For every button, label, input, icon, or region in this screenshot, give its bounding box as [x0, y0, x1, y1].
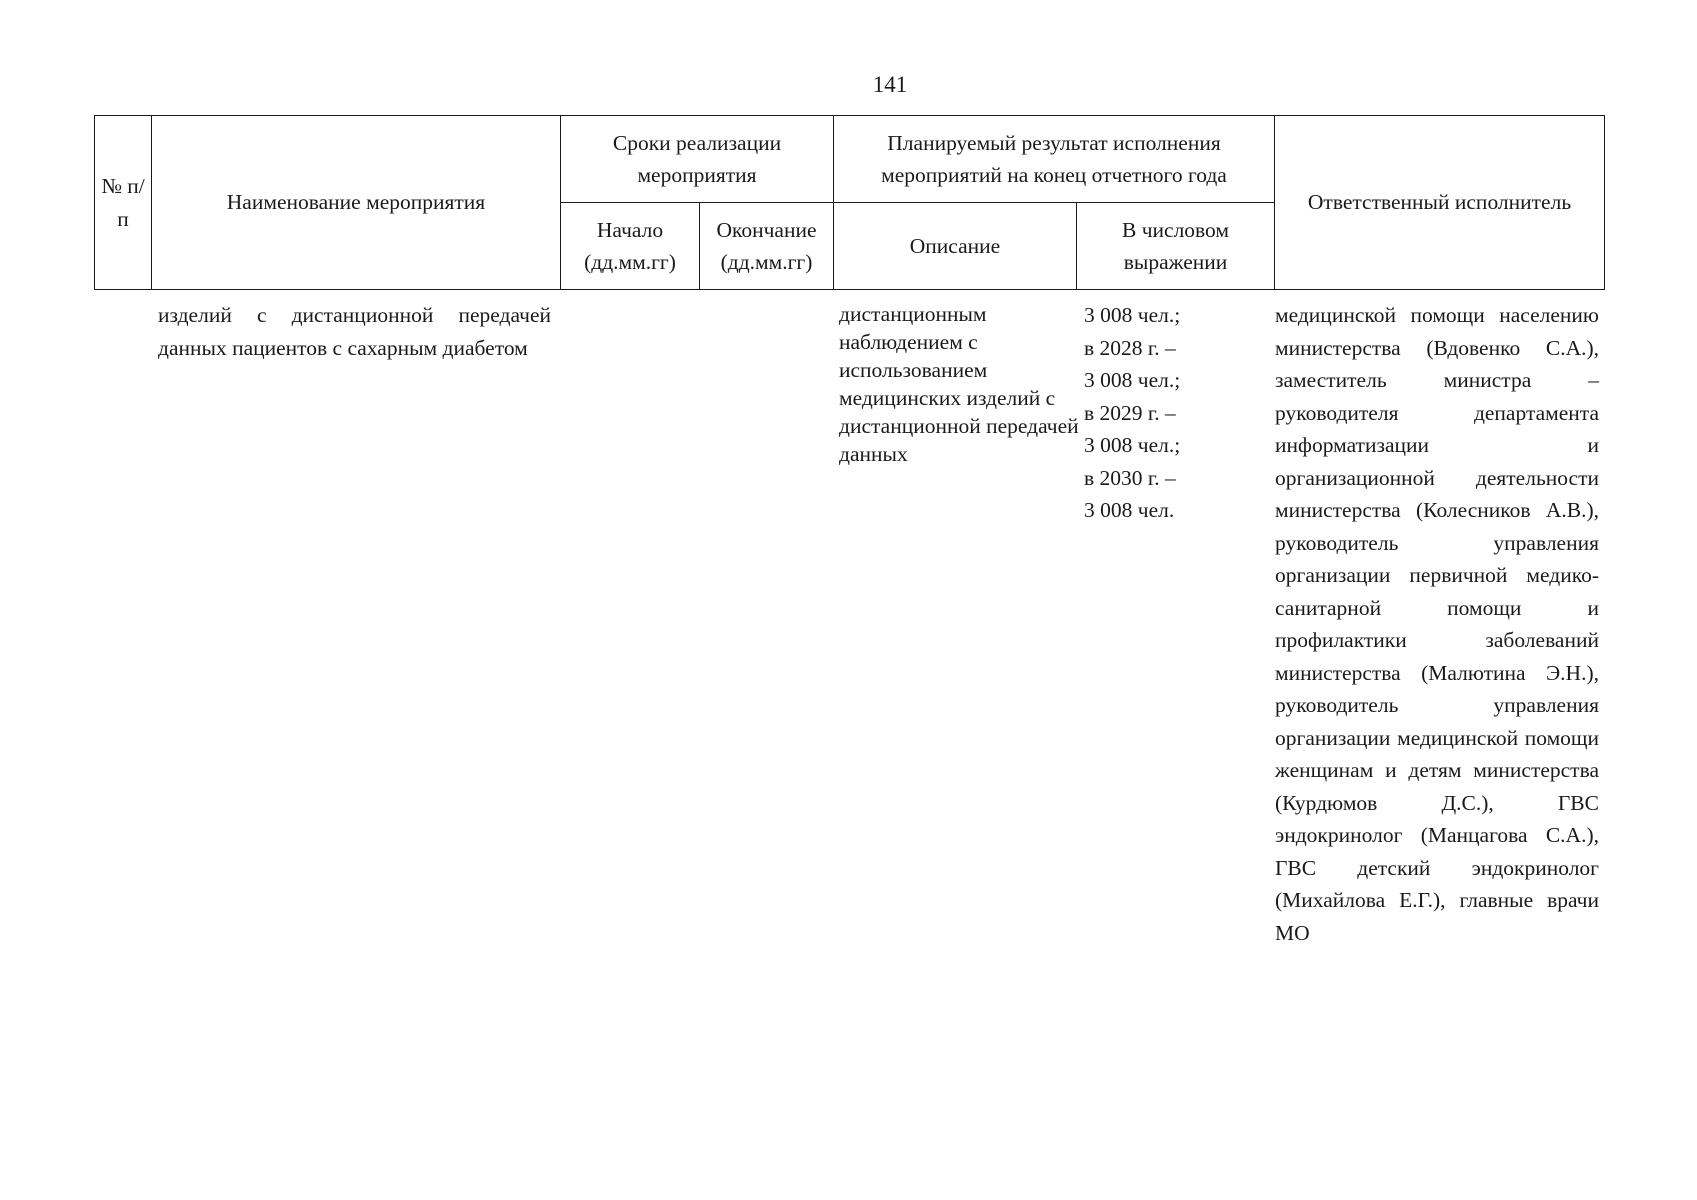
header-number: № п/п [95, 116, 152, 290]
row-name-cell: изделий с дистанционной передачей данных пациентов с сахарным диабетом [158, 303, 551, 360]
numeric-line: в 2029 г. – [1084, 400, 1176, 425]
header-name: Наименование мероприятия [152, 116, 561, 290]
numeric-line: 3 008 чел. [1084, 498, 1175, 522]
page-number: 141 [872, 72, 908, 97]
table-header [94, 115, 1605, 290]
numeric-line: 3 008 чел.; [1084, 303, 1181, 327]
numeric-line: 3 008 чел.; [1084, 368, 1181, 392]
header-start: Начало (дд.мм.гг) [561, 203, 700, 290]
header-description: Описание [834, 203, 1077, 290]
header-responsible: Ответственный исполнитель [1275, 116, 1605, 290]
numeric-line: в 2030 г. – [1084, 465, 1176, 490]
row-description-cell: дистанционным наблюдением с использованием медицинских изделий с дистанционной передачей данных [839, 302, 1079, 466]
header-timing: Сроки реализации мероприятия [561, 116, 834, 203]
header-numeric: В числовом выражении [1077, 203, 1275, 290]
row-numeric-cell [1084, 299, 1274, 527]
numeric-line: 3 008 чел.; [1084, 433, 1181, 457]
numeric-line: в 2028 г. – [1084, 335, 1176, 360]
row-responsible-cell: медицинской помощи населению министерства (Вдовенко С.А.), заместитель министра – руководителя департамента информатизации и организационной деятельности министерства (Колесников А.В.), руководитель управления организации первичной медико-санитарной помощи и профилактики заболеваний министерства (Малютина Э.Н.), руководитель управления организации медицинской помощи женщинам и детям министерства (Курдюмов Д.С.), ГВС эндокринолог (Манцагова С.А.), ГВС детский эндокринолог (Михайлова Е.Г.), главные врачи МО [1275, 303, 1599, 945]
header-end: Окончание (дд.мм.гг) [700, 203, 834, 290]
header-result: Планируемый результат исполнения мероприятий на конец отчетного года [834, 116, 1275, 203]
